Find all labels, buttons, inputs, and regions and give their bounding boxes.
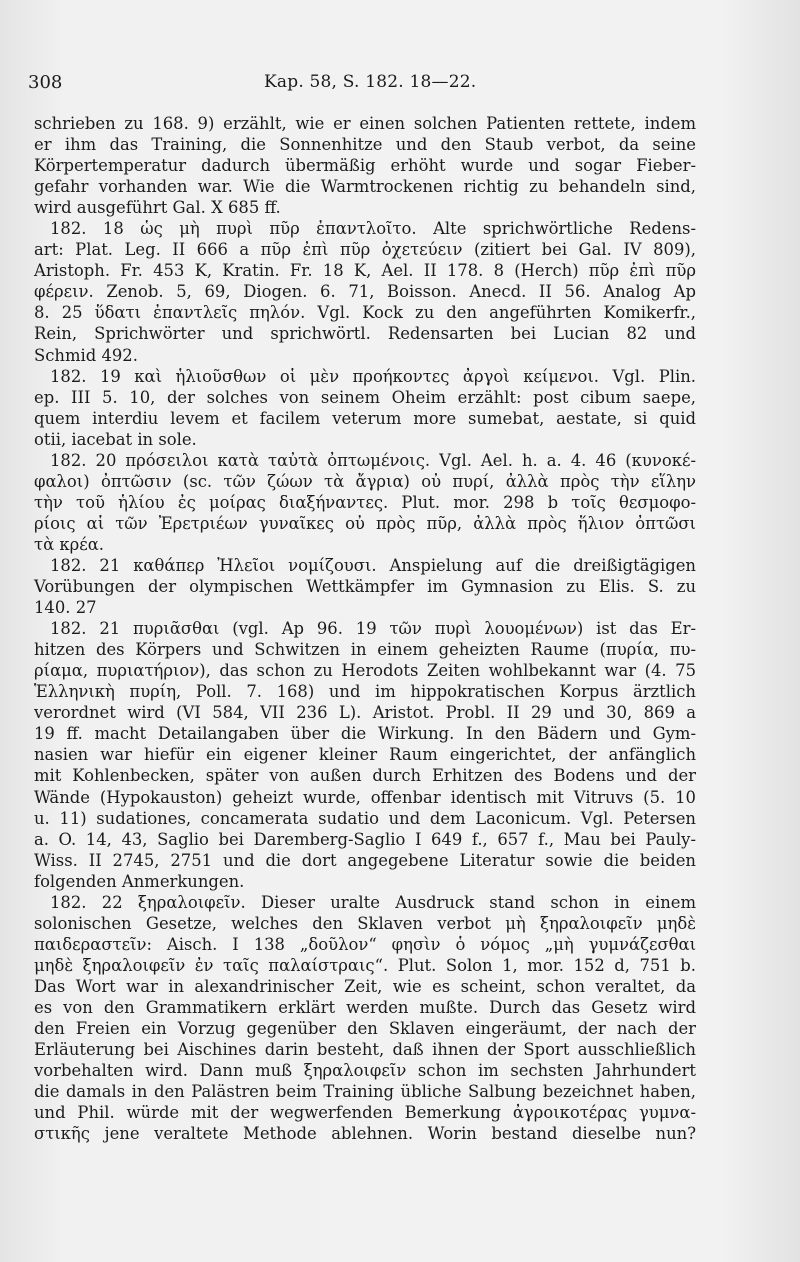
text-line: ρίοις αἱ τῶν Ἐρετριέων γυναῖκες οὐ πρὸς πῦρ, ἀλλὰ πρὸς ἥλιον ὀπτῶσι: [34, 513, 696, 533]
text-line: 8. 25 ὕδατι ἐπαντλεῖς πηλόν. Vgl. Kock zu den angeführten Komikerfr.,: [34, 303, 696, 323]
note-heading-line: 182. 19 καὶ ἡλιοῦσθων οἱ μὲν προήκοντες ἀργοὶ κείμενοι. Vgl. Plin.: [50, 366, 696, 386]
text-line: Aristoph. Fr. 453 K, Kratin. Fr. 18 K, Ael. II 178. 8 (Herch) πῦρ ἐπὶ πῦρ: [34, 261, 696, 281]
text-line: die damals in den Palästren beim Training übliche Salbung bezeichnet haben,: [34, 1082, 696, 1102]
text-line: wird ausgeführt Gal. X 685 ff.: [34, 198, 281, 218]
text-line: schrieben zu 168. 9) erzählt, wie er einen solchen Patienten rettete, indem: [34, 114, 696, 133]
text-line: Ἑλληνικὴ πυρίη, Poll. 7. 168) und im hippokratischen Korpus ärztlich: [34, 682, 696, 702]
text-line: er ihm das Training, die Sonnenhitze und den Staub verbot, da seine: [34, 135, 696, 155]
text-line: verordnet wird (VI 584, VII 236 L). Aristot. Probl. II 29 und 30, 869 a: [34, 703, 696, 723]
text-line: vorbehalten wird. Dann muß ξηραλοιφεῖν schon im sechsten Jahrhundert: [34, 1061, 696, 1081]
text-line: gefahr vorhanden war. Wie die Warmtrockenen richtig zu behandeln sind,: [34, 177, 696, 197]
text-line: φέρειν. Zenob. 5, 69, Diogen. 6. 71, Boisson. Anecd. II 56. Analog Ap: [34, 282, 696, 302]
text-line: otii, iacebat in sole.: [34, 429, 197, 449]
text-line: und Phil. würde mit der wegwerfenden Bemerkung ἀγροικοτέρας γυμνα-: [34, 1103, 696, 1123]
text-line: τὴν τοῦ ἡλίου ἐς μοίρας διαξήναντες. Plut. mor. 298 b τοῖς θεσμοφο-: [34, 492, 696, 512]
text-line: παιδεραστεῖν: Aisch. I 138 „δοῦλον“ φησὶν ὁ νόμος „μὴ γυμνάζεσθαι: [34, 934, 696, 954]
text-line: quem interdiu levem et facilem veterum more sumebat, aestate, si quid: [34, 408, 696, 428]
page-header: [28, 72, 710, 96]
text-line: nasien war hiefür ein eigener kleiner Raum eingerichtet, der anfänglich: [34, 745, 696, 765]
text-line: a. O. 14, 43, Saglio bei Daremberg-Saglio I 649 f., 657 f., Mau bei Pauly-: [34, 829, 696, 849]
text-line: μηδὲ ξηραλοιφεῖν ἐν ταῖς παλαίστραις“. Plut. Solon 1, mor. 152 d, 751 b.: [34, 955, 696, 975]
note-heading-line: 182. 18 ὡς μὴ πυρὶ πῦρ ἐπαντλοῖτο. Alte sprichwörtliche Redens-: [50, 219, 696, 239]
text-line: hitzen des Körpers und Schwitzen in einem geheizten Raume (πυρία, πυ-: [34, 640, 696, 660]
text-line: Rein, Sprichwörter und sprichwörtl. Redensarten bei Lucian 82 und: [34, 324, 696, 344]
text-line: 19 ff. macht Detailangaben über die Wirkung. In den Bädern und Gym-: [34, 724, 696, 744]
text-line: es von den Grammatikern erklärt werden mußte. Durch das Gesetz wird: [34, 997, 696, 1017]
text-line: στικῆς jene veraltete Methode ablehnen. Worin bestand dieselbe nun?: [34, 1124, 696, 1144]
text-line: art: Plat. Leg. II 666 a πῦρ ἐπὶ πῦρ ὀχετεύειν (zitiert bei Gal. IV 809),: [34, 240, 696, 260]
text-line: den Freien ein Vorzug gegenüber den Sklaven eingeräumt, der nach der: [34, 1019, 696, 1039]
note-heading-line: 182. 22 ξηραλοιφεῖν. Dieser uralte Ausdruck stand schon in einem: [50, 892, 696, 912]
text-line: Wände (Hypokauston) geheizt wurde, offenbar identisch mit Vitruvs (5. 10: [34, 787, 696, 807]
text-line: ep. III 5. 10, der solches von seinem Oheim erzählt: post cibum saepe,: [34, 387, 696, 407]
text-line: u. 11) sudationes, concamerata sudatio und dem Laconicum. Vgl. Petersen: [34, 808, 696, 828]
commentary-text: [34, 113, 696, 1144]
text-line: Erläuterung bei Aischines darin besteht, daß ihnen der Sport ausschließlich: [34, 1040, 696, 1060]
text-line: Vorübungen der olympischen Wettkämpfer im Gymnasion zu Elis. S. zu: [34, 577, 696, 597]
text-line: Wiss. II 2745, 2751 und die dort angegebene Literatur sowie die beiden: [34, 850, 696, 870]
text-line: Körpertemperatur dadurch übermäßig erhöht wurde und sogar Fieber-: [34, 156, 696, 176]
text-line: mit Kohlenbecken, später von außen durch Erhitzen des Bodens und der: [34, 766, 696, 786]
note-heading-line: 182. 21 πυριᾶσθαι (vgl. Ap 96. 19 τῶν πυρὶ λουομένων) ist das Er-: [50, 619, 696, 639]
text-line: ρίαμα, πυριατήριον), das schon zu Herodots Zeiten wohlbekannt war (4. 75: [34, 661, 696, 681]
text-line: φαλοι) ὀπτῶσιν (sc. τῶν ζώων τὰ ἄγρια) οὐ πυρί, ἀλλὰ πρὸς τὴν εἵλην: [34, 471, 696, 491]
text-line: Das Wort war in alexandrinischer Zeit, wie es scheint, schon veraltet, da: [34, 976, 696, 996]
running-head: Kap. 58, S. 182. 18—22.: [264, 72, 477, 92]
text-line: 140. 27: [34, 598, 97, 618]
note-heading-line: 182. 21 καθάπερ Ἠλεῖοι νομίζουσι. Anspielung auf die dreißigtägigen: [50, 555, 696, 575]
page-number: 308: [28, 72, 63, 93]
text-line: τὰ κρέα.: [34, 534, 104, 554]
text-line: solonischen Gesetze, welches den Sklaven verbot μὴ ξηραλοιφεῖν μηδὲ: [34, 913, 696, 933]
text-line: folgenden Anmerkungen.: [34, 871, 245, 891]
note-heading-line: 182. 20 πρόσειλοι κατὰ ταὐτὰ ὀπτωμένοις. Vgl. Ael. h. a. 4. 46 (κυνοκέ-: [50, 450, 696, 470]
text-line: Schmid 492.: [34, 345, 138, 365]
